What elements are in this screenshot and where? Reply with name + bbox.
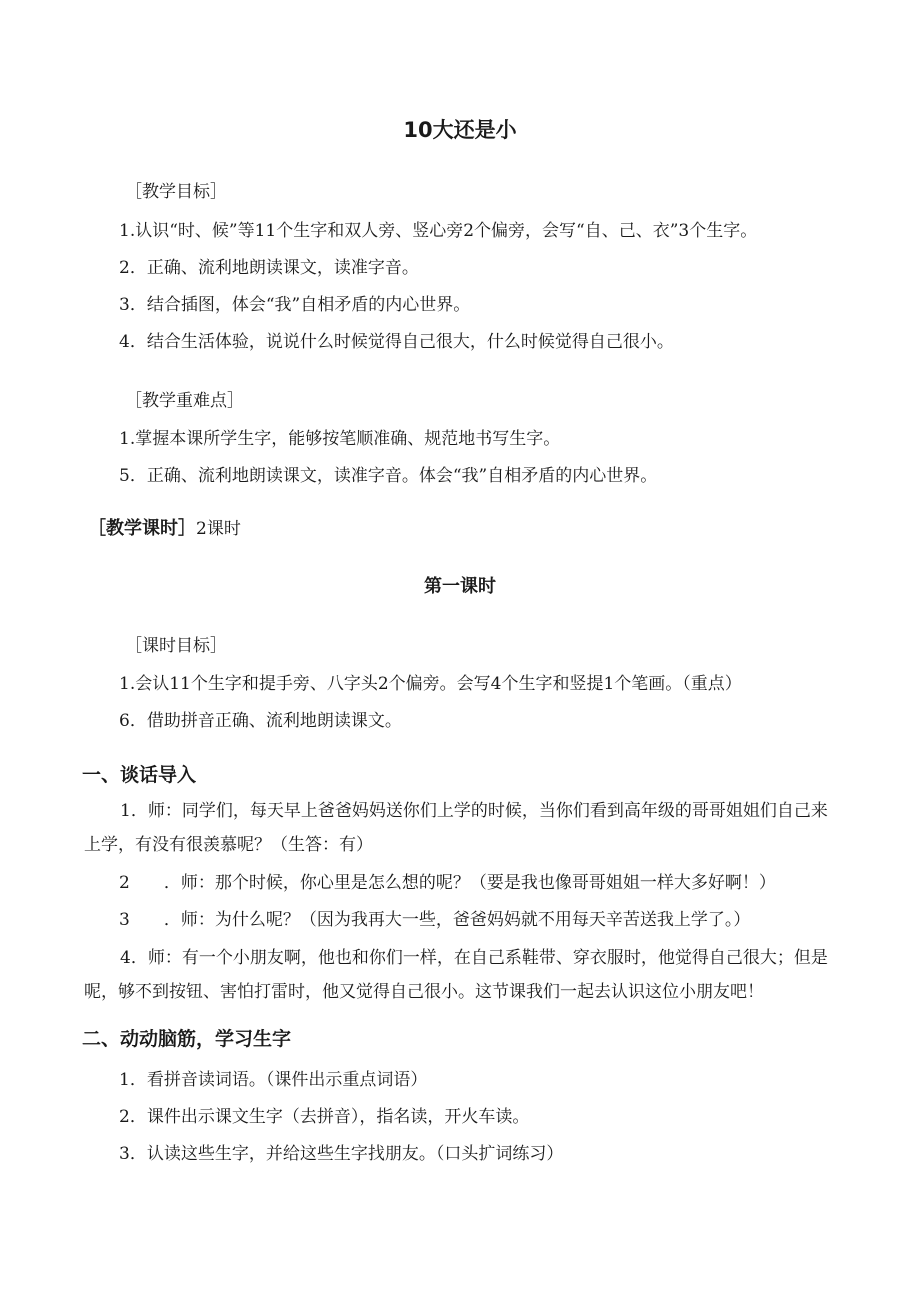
section-1-paragraph-3: 3 ．师：为什么呢？（因为我再大一些，爸爸妈妈就不用每天辛苦送我上学了。） xyxy=(119,910,751,930)
key-point-item-1: 1.掌握本课所学生字，能够按笔顺准确、规范地书写生字。 xyxy=(119,429,561,449)
first-lesson-title: 第一课时 xyxy=(424,576,496,597)
objectives-heading: ［教学目标］ xyxy=(125,182,227,202)
section-2-heading: 二、动动脑筋，学习生字 xyxy=(82,1028,292,1050)
lesson-objective-item-1: 1.会认11个生字和提手旁、八字头2个偏旁。会写4个生字和竖提1个笔画。（重点） xyxy=(119,674,742,694)
section-2-item-3: 3．认读这些生字，并给这些生字找朋友。（口头扩词练习） xyxy=(119,1144,564,1164)
lesson-hours xyxy=(88,517,241,541)
objective-item-3: 3．结合插图，体会“我”自相矛盾的内心世界。 xyxy=(119,295,471,315)
lesson-objective-item-2: 6．借助拼音正确、流利地朗读课文。 xyxy=(119,711,402,731)
section-2-item-1: 1．看拼音读词语。（课件出示重点词语） xyxy=(119,1070,428,1090)
section-1-paragraph-2: 2 ．师：那个时候，你心里是怎么想的呢？（要是我也像哥哥姐姐一样大多好啊！） xyxy=(119,873,776,893)
objective-item-1: 1.认识“时、候”等11个生字和双人旁、竖心旁2个偏旁，会写“自、己、衣”3个生字。 xyxy=(119,221,758,241)
lesson-title: 10大还是小 xyxy=(403,118,517,142)
lesson-hours-label: ［教学课时］ xyxy=(88,518,196,539)
section-1-heading: 一、谈话导入 xyxy=(82,764,197,786)
lesson-objectives-heading: ［课时目标］ xyxy=(125,636,227,656)
objective-item-4: 4．结合生活体验，说说什么时候觉得自己很大，什么时候觉得自己很小。 xyxy=(119,332,674,352)
key-point-item-2: 5．正确、流利地朗读课文，读准字音。体会“我”自相矛盾的内心世界。 xyxy=(119,466,658,486)
lesson-hours-value: 2课时 xyxy=(196,519,241,539)
objective-item-2: 2．正确、流利地朗读课文，读准字音。 xyxy=(119,258,419,278)
section-2-item-2: 2．课件出示课文生字（去拼音），指名读，开火车读。 xyxy=(119,1107,530,1127)
section-1-paragraph-4: 4．师：有一个小朋友啊，他也和你们一样，在自己系鞋带、穿衣服时，他觉得自己很大；但是呢，够不到按钮、害怕打雷时，他又觉得自己很小。这节课我们一起去认识这位小朋友吧！ xyxy=(84,948,828,1002)
section-1-paragraph-1: 1．师：同学们，每天早上爸爸妈妈送你们上学的时候，当你们看到高年级的哥哥姐姐们自己来上学，有没有很羡慕呢？（生答：有） xyxy=(84,801,828,855)
key-points-heading: ［教学重难点］ xyxy=(125,391,244,411)
